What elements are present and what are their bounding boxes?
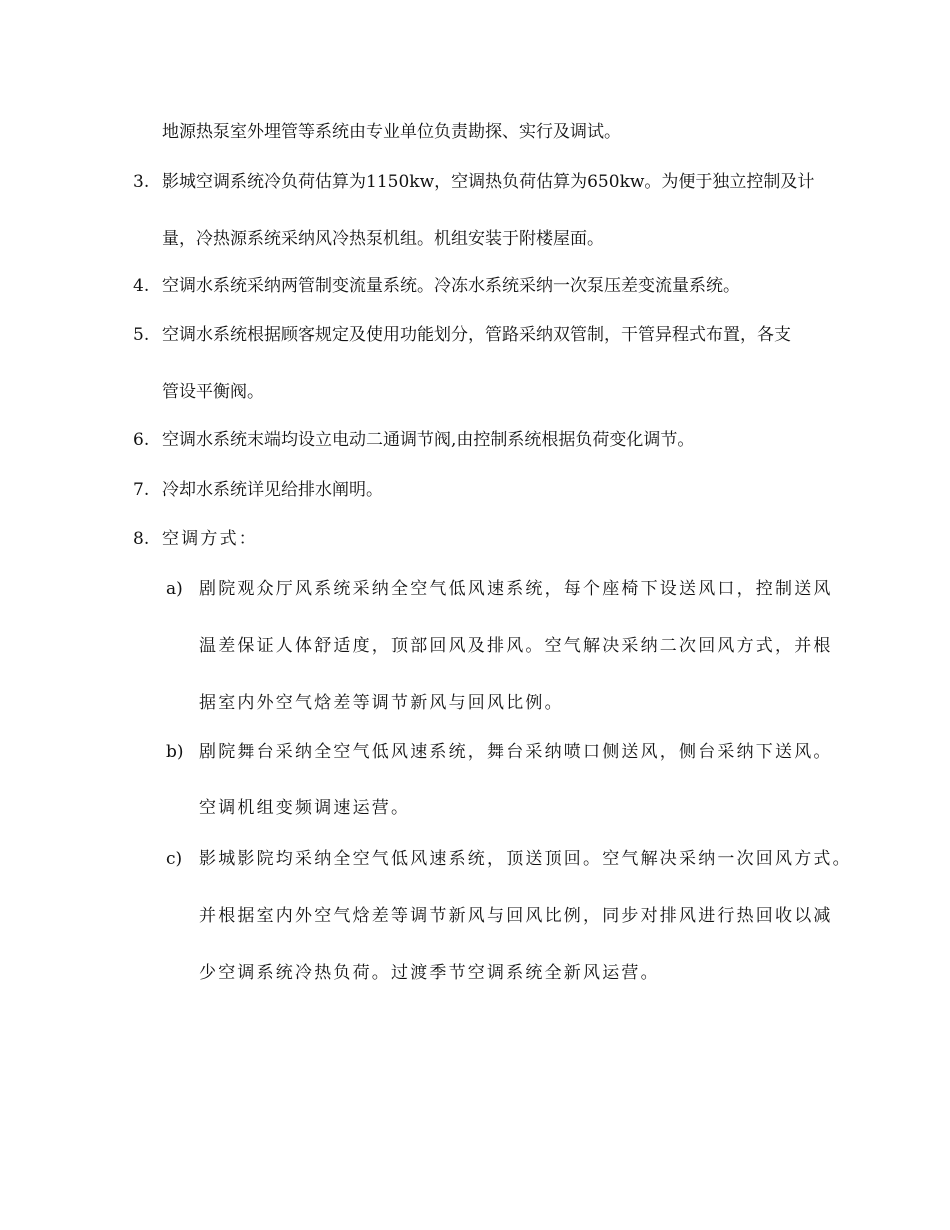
list-item-number: 5. — [133, 325, 150, 345]
list-item-line: 冷却水系统详见给排水阐明。 — [162, 480, 383, 500]
list-item-line: 空调方式： — [162, 529, 258, 549]
sublist-item-line: 据室内外空气焓差等调节新风与回风比例。 — [199, 693, 564, 713]
sublist-item-line: 少空调系统冷热负荷。过渡季节空调系统全新风运营。 — [199, 963, 660, 983]
list-item-line: 空调水系统采纳两管制变流量系统。冷冻水系统采纳一次泵压差变流量系统。 — [162, 276, 740, 296]
list-item-number: 8. — [133, 529, 150, 549]
sublist-item-label: b) — [166, 742, 184, 762]
list-item-line: 量，冷热源系统采纳风冷热泵机组。机组安装于附楼屋面。 — [162, 229, 604, 249]
list-item-number: 3. — [133, 172, 150, 192]
sublist-item-label: c) — [166, 849, 183, 869]
sublist-item-line: 温差保证人体舒适度，顶部回风及排风。空气解决采纳二次回风方式，并根 — [199, 636, 833, 656]
list-item-line: 影城空调系统冷负荷估算为1150kw，空调热负荷估算为650kw。为便于独立控制及计 — [162, 172, 815, 192]
sublist-item-line: 剧院观众厅风系统采纳全空气低风速系统，每个座椅下设送风口，控制送风 — [199, 579, 833, 599]
list-item-line: 管设平衡阀。 — [162, 382, 264, 402]
list-item-number: 4. — [133, 276, 150, 296]
sublist-item-line: 影城影院均采纳全空气低风速系统，顶送顶回。空气解决采纳一次回风方式。 — [199, 849, 852, 869]
list-item-line: 空调水系统根据顾客规定及使用功能划分，管路采纳双管制，干管异程式布置，各支 — [162, 325, 791, 345]
sublist-item-line: 剧院舞台采纳全空气低风速系统，舞台采纳喷口侧送风，侧台采纳下送风。 — [199, 742, 833, 762]
list-item-number: 6. — [133, 430, 150, 450]
sublist-item-label: a) — [166, 579, 183, 599]
sublist-item-line: 并根据室内外空气焓差等调节新风与回风比例，同步对排风进行热回收以减 — [199, 906, 833, 926]
continuation-line: 地源热泵室外埋管等系统由专业单位负责勘探、实行及调试。 — [162, 122, 621, 142]
list-item-line: 空调水系统末端均设立电动二通调节阀,由控制系统根据负荷变化调节。 — [162, 430, 695, 450]
sublist-item-line: 空调机组变频调速运营。 — [199, 798, 411, 818]
list-item-number: 7. — [133, 480, 150, 500]
